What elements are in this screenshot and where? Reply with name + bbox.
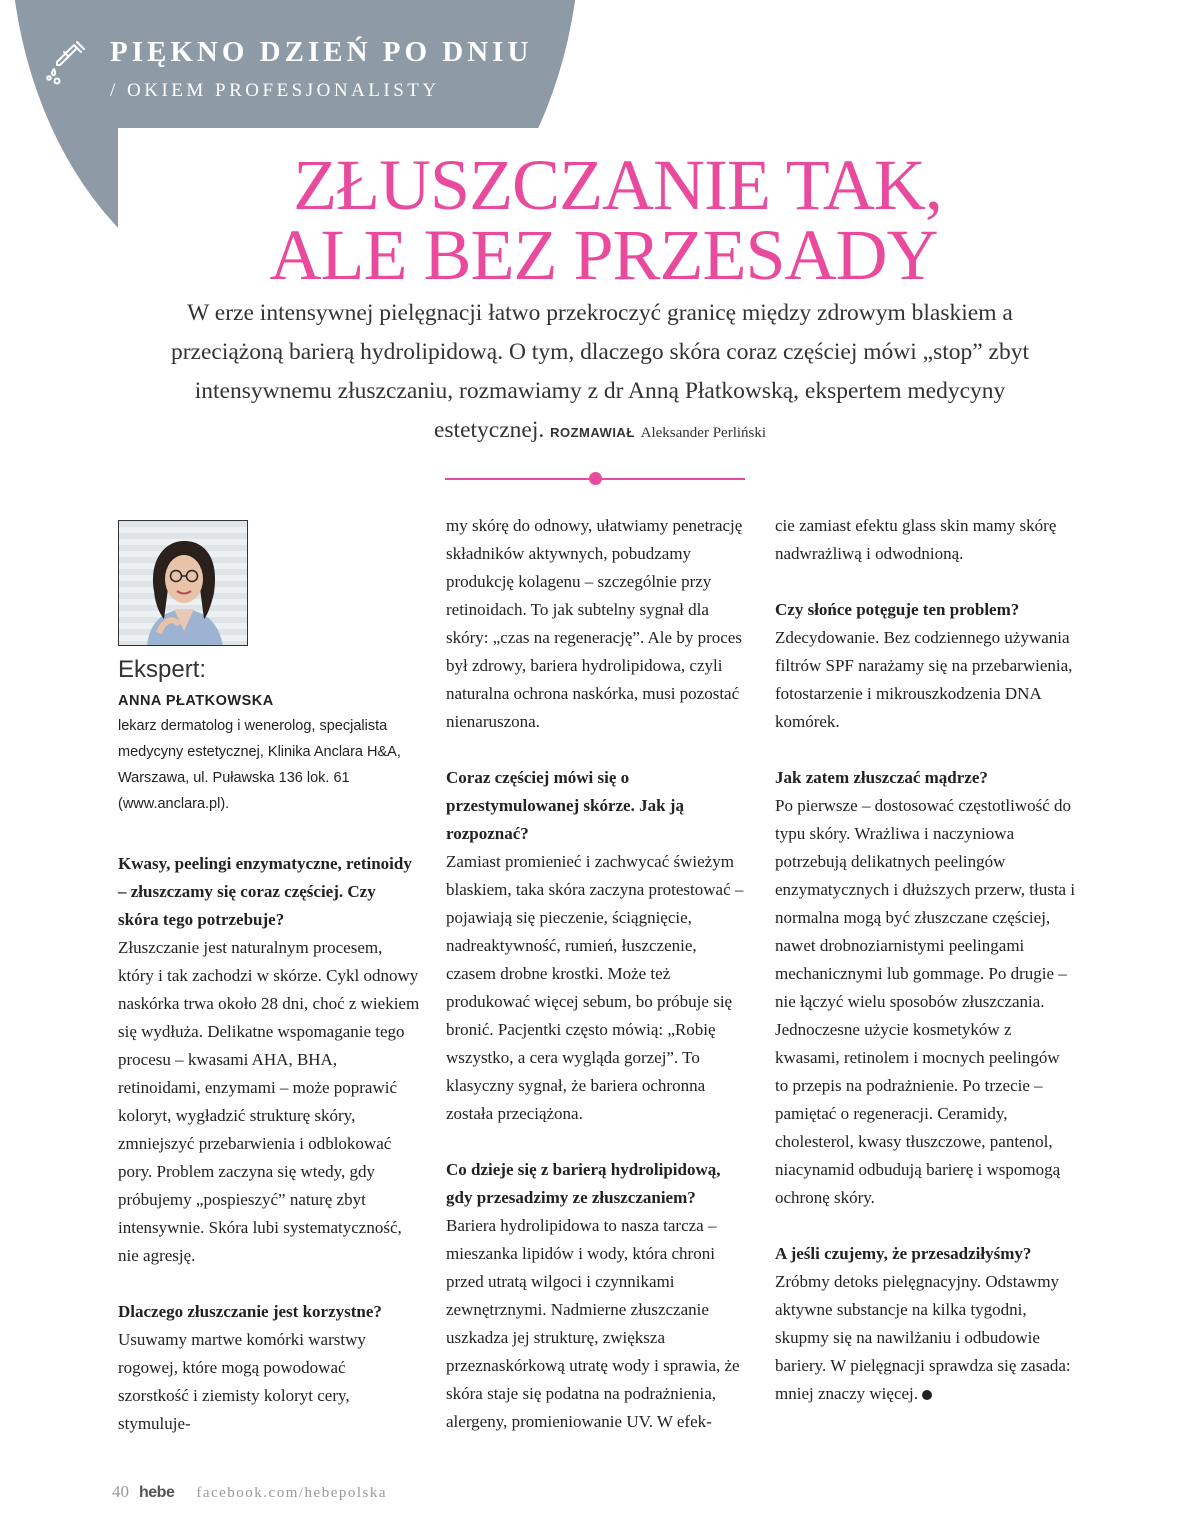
section-title: PIĘKNO DZIEŃ PO DNIU: [110, 36, 533, 68]
question-3: Coraz częściej mówi się o przestymulowanej skórze. Jak ją rozpoznać?: [446, 768, 684, 843]
article-column-2: [446, 512, 746, 1436]
brand-logo: hebe: [139, 1484, 175, 1501]
answer-1: Złuszczanie jest naturalnym procesem, który i tak zachodzi w skórze. Cykl odnowy naskórka trwa około 28 dni, choć z wiekiem się wydłuża. Delikatne wspomaganie tego procesu – kwasami AHA, BHA, retinoidami, enzymami – może poprawić koloryt, wygładzić strukturę skóry, zmniejszyć przebarwienia i odblokować pory. Problem zaczyna się wtedy, gdy próbujemy „pospieszyć” naturę zbyt intensywnie. Skóra lubi systematyczność, nie agresję.: [118, 938, 420, 1265]
lead-paragraph: [140, 294, 1060, 453]
end-mark-icon: [922, 1390, 932, 1400]
question-7: A jeśli czujemy, że przesadziłyśmy?: [775, 1244, 1032, 1263]
answer-4: Bariera hydrolipidowa to nasza tarcza – mieszanka lipidów i wody, która chroni przed utratą wilgoci i czynnikami zewnętrznymi. Nadmierne złuszczanie uszkadza jej strukturę, zwiększa przeznaskórkową utratę wody i sprawia, że skóra staje się podatna na podrażnienia, alergeny, promieniowanie UV. W efek-: [446, 1216, 740, 1431]
answer-4-continued: cie zamiast efektu glass skin mamy skórę nadwrażliwą i odwodnioną.: [775, 516, 1057, 563]
expert-photo: [118, 520, 248, 646]
question-1: Kwasy, peelingi enzymatyczne, retinoidy – złuszczamy się coraz częściej. Czy skóra tego potrzebuje?: [118, 854, 412, 929]
headline-line-2: ALE BEZ PRZESADY: [269, 215, 938, 295]
expert-heading: Ekspert:: [118, 656, 207, 683]
credit-label: ROZMAWIAŁ: [550, 425, 635, 440]
answer-5: Zdecydowanie. Bez codziennego używania filtrów SPF narażamy się na przebarwienia, fotostarzenie i mikrouszkodzenia DNA komórek.: [775, 628, 1073, 731]
page-number: 40: [112, 1482, 129, 1501]
dropper-icon: [44, 38, 88, 86]
section-subtitle: / OKIEM PROFESJONALISTY: [110, 80, 440, 101]
expert-name: ANNA PŁATKOWSKA: [118, 693, 274, 709]
question-2: Dlaczego złuszczanie jest korzystne?: [118, 1302, 382, 1321]
answer-2: Usuwamy martwe komórki warstwy rogowej, które mogą powodować szorstkość i ziemisty koloryt cery, stymuluje-: [118, 1330, 366, 1433]
answer-7-wrap: [775, 1268, 1077, 1408]
headline-line-1: ZŁUSZCZANIE TAK,: [293, 145, 942, 225]
question-6: Jak zatem złuszczać mądrze?: [775, 768, 988, 787]
answer-6: Po pierwsze – dostosować częstotliwość do typu skóry. Wrażliwa i naczyniowa potrzebują delikatnych peelingów enzymatycznych i dłuższych przerw, tłusta i normalna mogą być złuszczane częściej, nawet drobnoziarnistymi peelingami mechanicznymi lub gommage. Po drugie – nie łączyć wielu sposobów złuszczania. Jednoczesne użycie kosmetyków z kwasami, retinolem i mocnych peelingów to przepis na podrażnienie. Po trzecie – pamiętać o regeneracji. Ceramidy, cholesterol, kwasy tłuszczowe, pantenol, niacynamid odbudują barierę i wspomogą ochronę skóry.: [775, 796, 1076, 1207]
page-footer: [112, 1482, 387, 1506]
expert-description: lekarz dermatolog i wenerolog, specjalista medycyny estetycznej, Klinika Anclara H&A, Warszawa, ul. Puławska 136 lok. 61 (www.anclara.pl).: [118, 718, 401, 812]
lead-text: W erze intensywnej pielęgnacji łatwo przekroczyć granicę między zdrowym blaskiem a przeciążoną barierą hydrolipidową. O tym, dlaczego skóra coraz częściej mówi „stop” zbyt intensywnemu złuszczaniu, rozmawiamy z dr Anną Płatkowską, ekspertem medycyny estetycznej.: [170, 300, 1030, 443]
question-5: Czy słońce potęguje ten problem?: [775, 600, 1020, 619]
article-column-3: [775, 512, 1077, 1408]
answer-2-continued: my skórę do odnowy, ułatwiamy penetrację składników aktywnych, pobudzamy produkcję kolagenu – szczególnie przy retinoidach. To jak subtelny sygnał dla skóry: „czas na regenerację”. Ale by proces był zdrowy, bariera hydrolipidowa, czyli naturalna ochrona naskórka, musi pozostać nienaruszona.: [446, 516, 743, 731]
question-4: Co dzieje się z barierą hydrolipidową, gdy przesadzimy ze złuszczaniem?: [446, 1160, 721, 1207]
credit-name: Aleksander Perliński: [640, 425, 767, 441]
social-link[interactable]: facebook.com/hebepolska: [196, 1485, 388, 1501]
article-column-1: [118, 850, 420, 1438]
answer-3: Zamiast promienieć i zachwycać świeżym blaskiem, taka skóra zaczyna protestować – pojawiają się pieczenie, ściągnięcie, nadreaktywność, rumień, łuszczenie, czasem drobne krostki. Może też produkować więcej sebum, bo próbuje się bronić. Pacjentki często mówią: „Robię wszystko, a cera wygląda gorzej”. To klasyczny sygnał, że bariera ochronna została przeciążona.: [446, 852, 744, 1123]
answer-7: Zróbmy detoks pielęgnacyjny. Odstawmy aktywne substancje na kilka tygodni, skupmy się na nawilżaniu i odbudowie bariery. W pielęgnacji sprawdza się zasada: mniej znaczy więcej.: [775, 1272, 1071, 1403]
divider-dot: [589, 472, 602, 485]
